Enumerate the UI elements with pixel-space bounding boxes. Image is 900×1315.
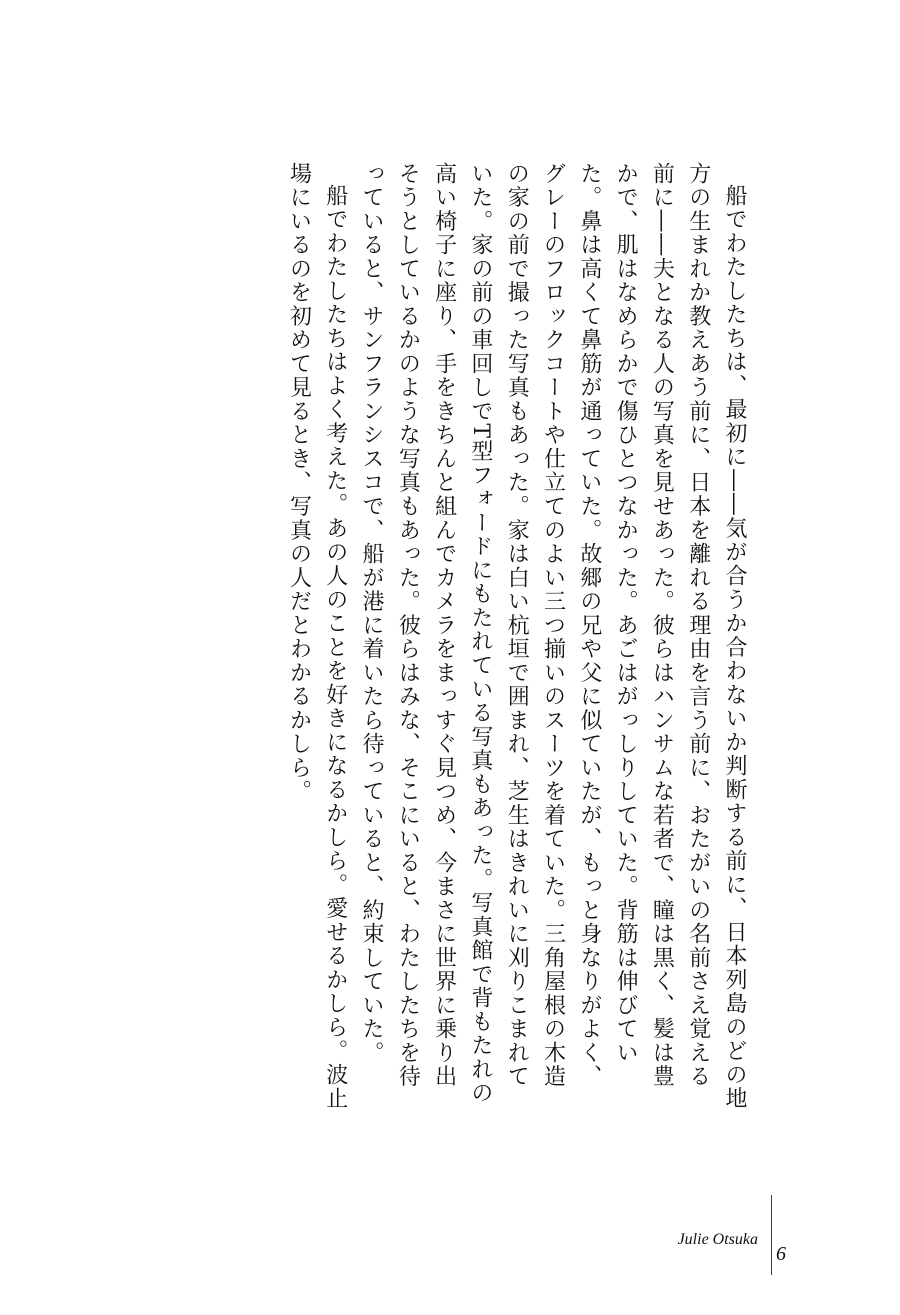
body-text: [280, 162, 752, 1112]
page-number: 6: [776, 1243, 786, 1265]
footer-divider: [771, 1195, 772, 1275]
paragraph-1: 船でわたしたちは、最初に――気が合うか合わないか判断する前に、日本列島のどの地方の生まれか教えあう前に、日本を離れる理由を言う前に、おたがいの名前さえ覚える前に――夫となる人の写真を見せあった。彼らはハンサムな若者で、瞳は黒く、髪は豊かで、肌はなめらかで傷ひとつなかった。あごはがっしりしていた。背筋は伸びていた。鼻は高くて鼻筋が通っていた。故郷の兄や父に似ていたが、もっと身なりがよく、グレーのフロックコートや仕立てのよい三つ揃いのスーツを着ていた。三角屋根の木造の家の前で撮った写真もあった。家は白い杭垣で囲まれ、芝生はきれいに刈りこまれていた。家の前の車回しでT型フォードにもたれている写真もあった。写真館で背もたれの高い椅子に座り、手をきちんと組んでカメラをまっすぐ見つめ、今まさに世界に乗り出そうとしているかのような写真もあった。彼らはみな、そこにいると、わたしたちを待っていると、サンフランシスコで、船が港に着いたら待っていると、約束していた。: [359, 162, 747, 1111]
author-name: Julie Otsuka: [677, 1231, 758, 1248]
paragraph-2: 船でわたしたちはよく考えた。あの人のことを好きになるかしら。愛せるかしら。波止場にいるのを初めて見るとき、写真の人だとわかるかしら。: [286, 162, 348, 1111]
